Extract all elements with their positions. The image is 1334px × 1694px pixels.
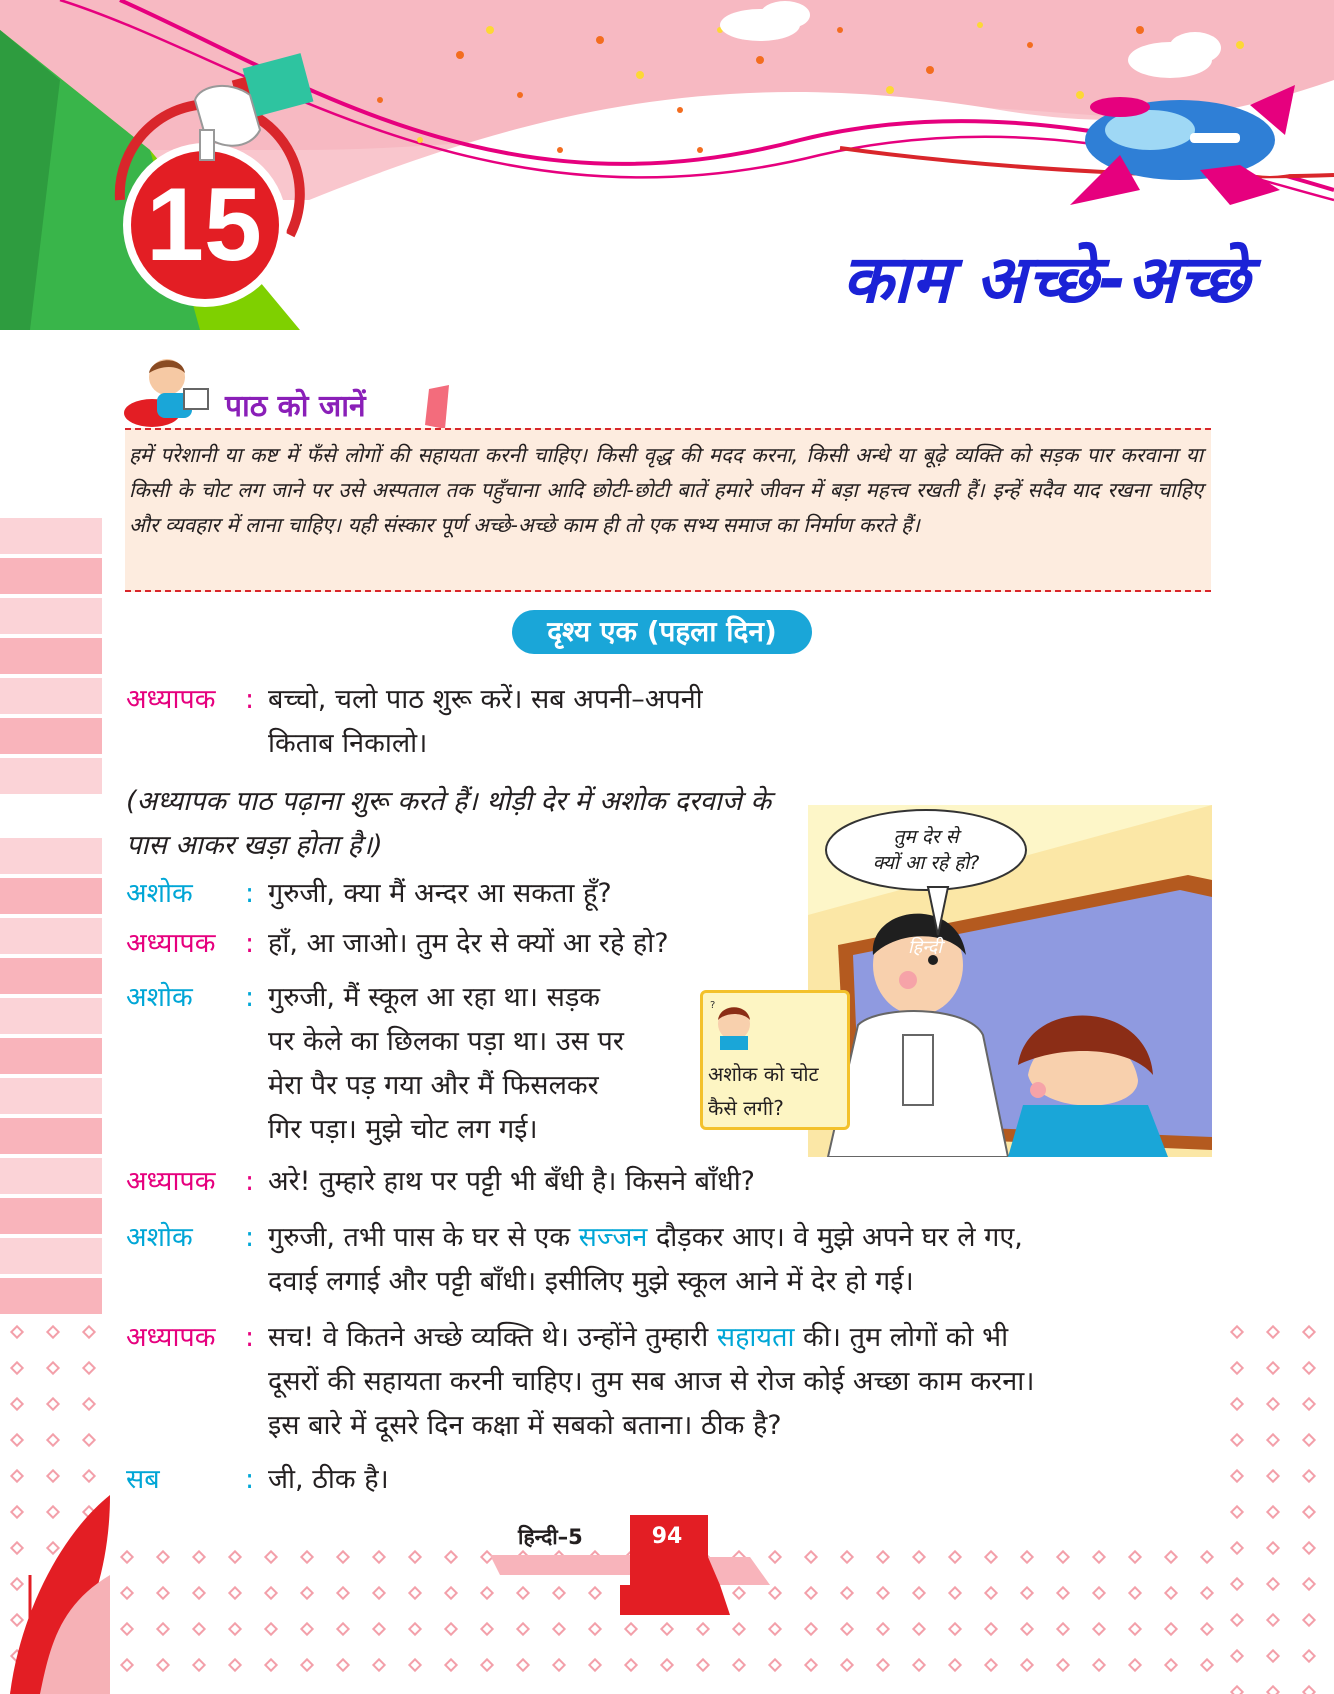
intro-box (125, 428, 1211, 592)
dot-pattern-right (1220, 1315, 1334, 1694)
dialogue-line: हाँ, आ जाओ। तुम देर से क्यों आ रहे हो? (268, 928, 669, 959)
callout-line: कैसे लगी? (708, 1096, 784, 1120)
dialogue-line (268, 1316, 1213, 1360)
dialogue-line: गिर पड़ा। मुझे चोट लग गई। (268, 1114, 538, 1145)
highlighted-word: सहायता (716, 1322, 795, 1353)
speaker-colon: : (245, 1166, 255, 1197)
speaker-colon: : (245, 1322, 255, 1353)
speaker-label: अध्यापक (126, 684, 216, 715)
svg-text:?: ? (710, 1000, 716, 1011)
speaker-label: अध्यापक (126, 1322, 216, 1353)
highlighted-word: सज्जन (578, 1222, 648, 1253)
speech-bubble-line2: क्यों आ रहे हो? (872, 852, 980, 874)
classroom-illustration (808, 805, 1212, 1157)
book-label: हिन्दी–5 (518, 1525, 583, 1549)
text-run: की। तुम लोगों को भी (794, 1322, 1009, 1353)
dialogue-line: गुरुजी, मैं स्कूल आ रहा था। सड़क (268, 982, 601, 1013)
speech-bubble-line1: तुम देर से (893, 826, 959, 848)
thinking-kid-icon (708, 998, 758, 1050)
dialogue-line: गुरुजी, क्या मैं अन्दर आ सकता हूँ? (268, 878, 612, 909)
chapter-title: काम अच्छे-अच्छे (842, 241, 1250, 318)
text-run: दौड़कर आए। वे मुझे अपने घर ले गए, (647, 1222, 1023, 1253)
speaker-colon: : (245, 878, 255, 909)
dialogue-line: इस बारे में दूसरे दिन कक्षा में सबको बताना। ठीक है? (268, 1410, 782, 1441)
intro-heading-text: पाठ को जानें (225, 389, 366, 424)
text-run: सच! वे कितने अच्छे व्यक्ति थे। उन्होंने तुम्हारी (268, 1322, 717, 1353)
speaker-colon: : (245, 1222, 255, 1253)
speaker-colon: : (245, 928, 255, 959)
speaker-label: अध्यापक (126, 928, 216, 959)
dialogue-line: मेरा पैर पड़ गया और मैं फिसलकर (268, 1070, 599, 1101)
intro-heading (225, 385, 455, 429)
heading-ribbon-icon (425, 385, 455, 429)
scene-title: दृश्य एक (पहला दिन) (512, 610, 812, 654)
dialogue-line: जी, ठीक है। (268, 1464, 389, 1495)
speaker-label: सब (126, 1464, 160, 1495)
speaker-label: अशोक (126, 1222, 193, 1253)
text-run: गुरुजी, तभी पास के घर से एक (268, 1222, 579, 1253)
intro-text: हमें परेशानी या कष्ट में फँसे लोगों की सहायता करनी चाहिए। किसी वृद्ध की मदद करना, किसी अन्धे या बूढ़े व्यक्ति को सड़क पार करवाना या किसी के चोट लग जाने पर उसे अस्पताल तक पहुँचाना आदि छोटी-छोटी बातें हमारे जीवन में बड़ा महत्त्व रखती हैं। इन्हें सदैव याद रखना चाहिए और व्यवहार में लाना चाहिए। यही संस्कार पूर्ण अच्छे-अच्छे काम ही तो एक सभ्य समाज का निर्माण करते हैं। (129, 443, 1203, 537)
page-number: 94 (651, 1524, 683, 1549)
chapter-number: 15 (146, 166, 262, 283)
speaker-label: अशोक (126, 982, 193, 1013)
dialogue-line (268, 1216, 1213, 1260)
speaker-colon: : (245, 1464, 255, 1495)
speaker-colon: : (245, 982, 255, 1013)
speaker-label: अशोक (126, 878, 193, 909)
callout-line: अशोक को चोट (708, 1062, 819, 1086)
reading-kid-icon (122, 355, 232, 430)
stage-direction: (अध्यापक पाठ पढ़ाना शुरू करते हैं। थोड़ी देर में अशोक दरवाजे के पास आकर खड़ा होता है।) (126, 786, 772, 861)
dialogue-line: दूसरों की सहायता करनी चाहिए। तुम सब आज से रोज कोई अच्छा काम करना। (268, 1366, 1035, 1397)
dialogue-line: बच्चो, चलो पाठ शुरू करें। सब अपनी–अपनी (268, 684, 703, 715)
board-text: हिन्दी (908, 937, 943, 958)
dialogue-line: अरे! तुम्हारे हाथ पर पट्टी भी बँधी है। किसने बाँधी? (268, 1166, 756, 1197)
dialogue-line: किताब निकालो। (268, 728, 428, 759)
speaker-colon: : (245, 684, 255, 715)
dialogue-line: दवाई लगाई और पट्टी बाँधी। इसीलिए मुझे स्कूल आने में देर हो गई। (268, 1266, 914, 1297)
dialogue-line: पर केले का छिलका पड़ा था। उस पर (268, 1026, 624, 1057)
callout-text (708, 1057, 850, 1125)
speaker-label: अध्यापक (126, 1166, 216, 1197)
dot-pattern-left (0, 1315, 110, 1694)
